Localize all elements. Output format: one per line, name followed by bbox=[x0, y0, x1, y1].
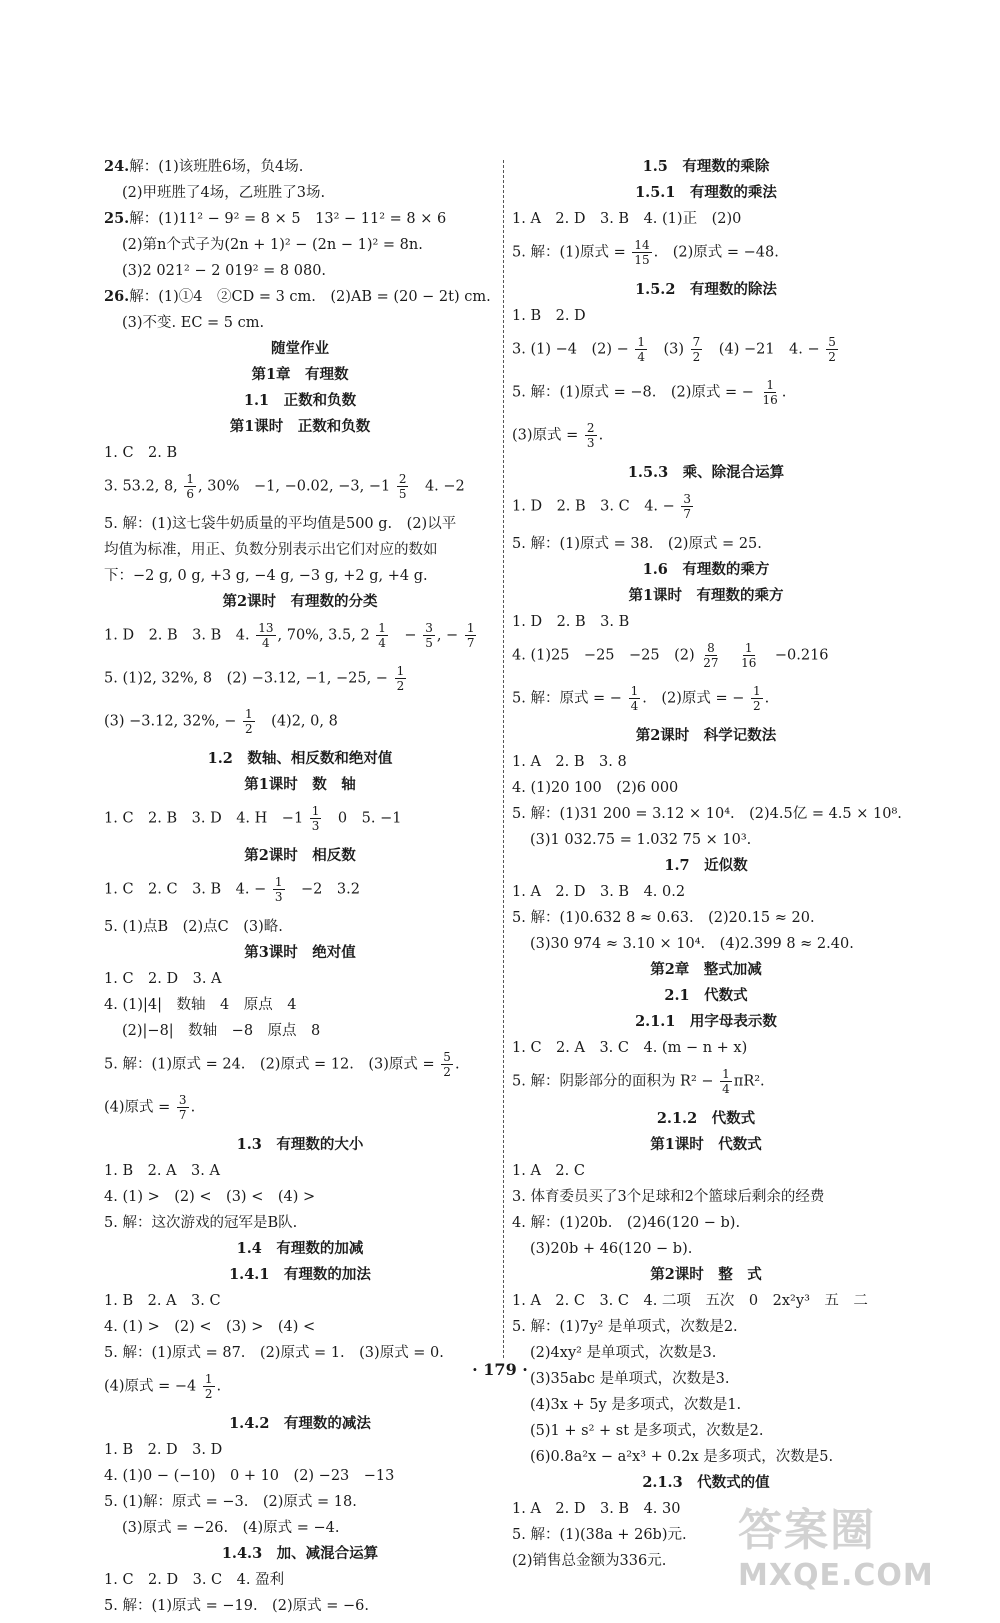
section-heading: 第1章 有理数 bbox=[251, 366, 349, 383]
fraction-numerator: 3 bbox=[178, 1093, 187, 1107]
answer-text bbox=[723, 648, 738, 664]
answer-line: 5. 解：(1)(38a + 26b)元. bbox=[512, 1527, 687, 1543]
fraction-denominator: 6 bbox=[186, 487, 195, 501]
answer-line bbox=[104, 210, 496, 228]
fraction bbox=[310, 804, 322, 833]
answer-line bbox=[104, 1050, 496, 1079]
answer-text: 3. 53.2, 8, bbox=[104, 478, 183, 495]
answer-line: (5)1 + s² + st 是多项式，次数是2. bbox=[530, 1423, 764, 1439]
answer-line: (3)1 032.75 = 1.032 75 × 10³. bbox=[530, 832, 752, 848]
answer-line: 1. B 2. D bbox=[512, 308, 586, 324]
answer-line: 5. 解：(1)这七袋牛奶质量的平均值是500 g. (2)以平 bbox=[104, 516, 457, 532]
answer-line bbox=[512, 335, 900, 364]
fraction bbox=[681, 492, 693, 521]
section-heading: 1.6 有理数的乘方 bbox=[642, 561, 770, 578]
answer-text: −0.216 bbox=[760, 647, 829, 664]
answer-line: 5. 解：这次游戏的冠军是B队. bbox=[104, 1215, 298, 1231]
fraction bbox=[397, 472, 409, 501]
answer-text: . bbox=[454, 1056, 460, 1073]
answer-text: −2 3.2 bbox=[286, 881, 360, 898]
fraction bbox=[629, 684, 641, 713]
fraction-denominator: 4 bbox=[637, 350, 646, 364]
answer-line: 下：−2 g, 0 g, +3 g, −4 g, −3 g, +2 g, +4 g. bbox=[104, 568, 428, 584]
fraction-denominator: 7 bbox=[466, 636, 475, 650]
section-heading: 第2课时 科学记数法 bbox=[635, 727, 777, 744]
section-heading: 随堂作业 bbox=[271, 340, 329, 357]
fraction-numerator: 1 bbox=[466, 621, 475, 635]
answer-text: 4. −2 bbox=[410, 478, 465, 495]
left-column bbox=[104, 158, 496, 1623]
answer-text: , 70%, 3.5, 2 bbox=[277, 627, 375, 644]
fraction-numerator: 5 bbox=[828, 335, 836, 349]
section-heading: 第2章 整式加减 bbox=[650, 961, 762, 978]
answer-line: 1. C 2. D 3. A bbox=[104, 971, 222, 987]
fraction-denominator: 2 bbox=[245, 722, 253, 736]
answer-line bbox=[512, 238, 900, 267]
answer-line: (3)原式 = −26. (4)原式 = −4. bbox=[122, 1520, 340, 1536]
answer-line: 1. A 2. D 3. B 4. (1)正 (2)0 bbox=[512, 211, 742, 227]
answer-line: 5. 解：(1)0.632 8 ≈ 0.63. (2)20.15 ≈ 20. bbox=[512, 910, 815, 926]
answer-text: 5. (1)2, 32%, 8 (2) −3.12, −1, −25, − bbox=[104, 670, 393, 687]
fraction-denominator: 2 bbox=[396, 679, 405, 693]
answer-line: (2)|−8| 数轴 −8 原点 8 bbox=[122, 1023, 321, 1039]
section-heading: 1.3 有理数的大小 bbox=[236, 1136, 364, 1153]
answer-line: (2)甲班胜了4场，乙班胜了3场. bbox=[122, 185, 326, 201]
answer-line: 5. 解：(1)原式 = 87. (2)原式 = 1. (3)原式 = 0. bbox=[104, 1345, 444, 1361]
answer-line bbox=[104, 621, 496, 650]
answer-text: . bbox=[216, 1378, 222, 1395]
fraction bbox=[441, 1050, 453, 1079]
fraction-numerator: 1 bbox=[186, 472, 195, 486]
answer-text: . bbox=[781, 384, 787, 401]
answer-line bbox=[104, 707, 496, 736]
answer-text: (3) −3.12, 32%, − bbox=[104, 713, 242, 730]
section-heading: 2.1 代数式 bbox=[664, 987, 748, 1004]
answer-line: 1. D 2. B 3. B bbox=[512, 614, 630, 630]
fraction bbox=[585, 421, 597, 450]
answer-text: . bbox=[598, 427, 604, 444]
answer-line: (3)2 021² − 2 019² = 8 080. bbox=[122, 263, 327, 279]
fraction bbox=[184, 472, 196, 501]
answer-text: − bbox=[389, 627, 422, 644]
fraction-numerator: 13 bbox=[258, 621, 274, 635]
answer-line: 4. (1)20 100 (2)6 000 bbox=[512, 780, 679, 796]
section-heading: 第2课时 有理数的分类 bbox=[222, 593, 378, 610]
fraction bbox=[632, 238, 651, 267]
fraction bbox=[826, 335, 838, 364]
answer-text: 解：(1)①4 ②CD = 3 cm. (2)AB = (20 − 2t) cm. bbox=[129, 289, 491, 305]
answer-line: (6)0.8a²x − a²x³ + 0.2x 是多项式，次数是5. bbox=[530, 1449, 834, 1465]
answer-text: 4. (1)25 −25 −25 (2) bbox=[512, 647, 700, 664]
fraction bbox=[701, 641, 720, 670]
answer-text: (4)原式 = −4 bbox=[104, 1378, 201, 1395]
question-number: 26. bbox=[104, 288, 130, 305]
answer-line bbox=[104, 472, 496, 501]
fraction-numerator: 1 bbox=[311, 804, 320, 818]
answer-line: 1. A 2. C 3. C 4. 二项 五次 0 2x²y³ 五 二 bbox=[512, 1293, 868, 1309]
fraction bbox=[243, 707, 255, 736]
section-heading: 第3课时 绝对值 bbox=[244, 944, 356, 961]
answer-line: 5. 解：(1)原式 = −19. (2)原式 = −6. bbox=[104, 1598, 369, 1614]
question-number: 24. bbox=[104, 158, 130, 175]
fraction-numerator: 8 bbox=[707, 641, 715, 655]
fraction-denominator: 2 bbox=[828, 350, 836, 364]
answer-line: 4. 解：(1)20b. (2)46(120 − b). bbox=[512, 1215, 741, 1231]
section-heading: 1.1 正数和负数 bbox=[243, 392, 357, 409]
section-heading: 1.5.3 乘、除混合运算 bbox=[627, 464, 785, 481]
answer-line bbox=[512, 378, 900, 407]
answer-line bbox=[104, 1093, 496, 1122]
fraction-denominator: 16 bbox=[741, 656, 757, 670]
fraction-denominator: 7 bbox=[683, 507, 692, 521]
section-heading: 1.7 近似数 bbox=[664, 857, 748, 874]
fraction-denominator: 2 bbox=[692, 350, 701, 364]
answer-line: (3)35abc 是单项式，次数是3. bbox=[530, 1371, 730, 1387]
answer-line: 4. (1)0 − (−10) 0 + 10 (2) −23 −13 bbox=[104, 1468, 395, 1484]
answer-text: 5. 解：(1)原式 = −8. (2)原式 = − bbox=[512, 384, 759, 401]
column-divider bbox=[503, 160, 504, 1358]
fraction-denominator: 3 bbox=[586, 436, 595, 450]
answer-line: 5. (1)解：原式 = −3. (2)原式 = 18. bbox=[104, 1494, 357, 1510]
fraction bbox=[635, 335, 647, 364]
answer-line: 1. B 2. D 3. D bbox=[104, 1442, 223, 1458]
fraction-numerator: 2 bbox=[586, 421, 595, 435]
fraction-numerator: 2 bbox=[398, 472, 407, 486]
fraction bbox=[273, 875, 285, 904]
fraction-numerator: 1 bbox=[396, 664, 405, 678]
section-heading: 第1课时 数 轴 bbox=[244, 776, 356, 793]
answer-line: 1. C 2. A 3. C 4. (m − n + x) bbox=[512, 1040, 748, 1056]
fraction bbox=[720, 1067, 732, 1096]
section-heading: 1.5.2 有理数的除法 bbox=[635, 281, 777, 298]
answer-text: (4) −21 4. − bbox=[704, 341, 825, 358]
fraction bbox=[376, 621, 388, 650]
answer-line: 1. C 2. D 3. C 4. 盈利 bbox=[104, 1572, 285, 1588]
fraction bbox=[751, 684, 763, 713]
fraction-denominator: 27 bbox=[703, 656, 719, 670]
fraction-denominator: 15 bbox=[634, 253, 650, 267]
answer-text: 1. C 2. B 3. D 4. H −1 bbox=[104, 810, 308, 827]
answer-line: 4. (1) > (2) < (3) < (4) > bbox=[104, 1189, 316, 1205]
section-heading: 1.4.3 加、减混合运算 bbox=[221, 1545, 379, 1562]
answer-line: 3. 体育委员买了3个足球和2个篮球后剩余的经费 bbox=[512, 1189, 825, 1205]
fraction-denominator: 4 bbox=[630, 699, 639, 713]
fraction-numerator: 1 bbox=[245, 707, 253, 721]
answer-line: (2)销售总金额为336元. bbox=[512, 1553, 667, 1569]
answer-line: (2)4xy² 是单项式，次数是3. bbox=[530, 1345, 717, 1361]
answer-text: 5. 解：阴影部分的面积为 R² − bbox=[512, 1073, 719, 1090]
answer-text: 5. 解：(1)原式 = bbox=[512, 244, 631, 261]
answer-line bbox=[512, 684, 900, 713]
fraction-numerator: 14 bbox=[634, 238, 650, 252]
fraction bbox=[423, 621, 435, 650]
fraction-denominator: 3 bbox=[311, 819, 320, 833]
section-heading: 1.4 有理数的加减 bbox=[236, 1240, 364, 1257]
answer-line: 5. 解：(1)原式 = 38. (2)原式 = 25. bbox=[512, 536, 762, 552]
answer-line: 5. 解：(1)31 200 = 3.12 × 10⁴. (2)4.5亿 = 4.5 × 10⁸. bbox=[512, 806, 902, 822]
answer-line: 1. B 2. A 3. A bbox=[104, 1163, 220, 1179]
answer-text: 3. (1) −4 (2) − bbox=[512, 341, 634, 358]
section-heading: 第2课时 相反数 bbox=[244, 847, 356, 864]
answer-line: 1. A 2. D 3. B 4. 30 bbox=[512, 1501, 681, 1517]
answer-line: 1. A 2. B 3. 8 bbox=[512, 754, 627, 770]
answer-text: (3) bbox=[649, 341, 689, 358]
answer-line bbox=[104, 664, 496, 693]
fraction-numerator: 1 bbox=[274, 875, 283, 889]
fraction-denominator: 2 bbox=[443, 1065, 451, 1079]
answer-text: 5. 解：(1)原式 = 24. (2)原式 = 12. (3)原式 = bbox=[104, 1056, 440, 1073]
section-heading: 1.2 数轴、相反数和绝对值 bbox=[207, 750, 393, 767]
answer-line: 4. (1)|4| 数轴 4 原点 4 bbox=[104, 997, 297, 1013]
fraction-denominator: 2 bbox=[753, 699, 761, 713]
answer-text: 1. D 2. B 3. B 4. bbox=[104, 627, 255, 644]
answer-text: . (2)原式 = − bbox=[642, 690, 749, 707]
answer-text: . bbox=[764, 690, 770, 707]
answer-text: πR². bbox=[733, 1073, 765, 1090]
section-heading: 2.1.1 用字母表示数 bbox=[635, 1013, 777, 1030]
answer-line: 5. 解：(1)7y² 是单项式，次数是2. bbox=[512, 1319, 738, 1335]
answer-line: (4)3x + 5y 是多项式，次数是1. bbox=[530, 1397, 742, 1413]
page-number: · 179 · bbox=[472, 1360, 528, 1379]
section-heading: 第1课时 有理数的乘方 bbox=[628, 587, 784, 604]
answer-text: 1. D 2. B 3. C 4. − bbox=[512, 498, 680, 515]
section-heading: 1.4.2 有理数的减法 bbox=[229, 1415, 371, 1432]
answer-line bbox=[104, 804, 496, 833]
answer-text: , 30% −1, −0.02, −3, −1 bbox=[198, 478, 395, 495]
answer-line bbox=[104, 875, 496, 904]
answer-line: 1. A 2. D 3. B 4. 0.2 bbox=[512, 884, 686, 900]
answer-line: 1. A 2. C bbox=[512, 1163, 585, 1179]
answer-text: 1. C 2. C 3. B 4. − bbox=[104, 881, 271, 898]
section-heading: 2.1.3 代数式的值 bbox=[642, 1474, 770, 1491]
fraction-numerator: 7 bbox=[692, 335, 701, 349]
fraction-numerator: 1 bbox=[630, 684, 639, 698]
answer-text: 5. 解：原式 = − bbox=[512, 690, 627, 707]
fraction bbox=[177, 1093, 189, 1122]
section-heading: 第2课时 整 式 bbox=[650, 1266, 762, 1283]
answer-line bbox=[512, 1067, 900, 1096]
answer-line: 1. C 2. B bbox=[104, 445, 178, 461]
fraction-denominator: 4 bbox=[378, 636, 386, 650]
fraction-denominator: 5 bbox=[425, 636, 433, 650]
answer-text: (4)原式 = bbox=[104, 1099, 175, 1116]
fraction-numerator: 1 bbox=[378, 621, 386, 635]
fraction-numerator: 1 bbox=[204, 1372, 213, 1386]
fraction bbox=[256, 621, 275, 650]
section-heading: 第1课时 代数式 bbox=[650, 1136, 762, 1153]
section-heading: 2.1.2 代数式 bbox=[656, 1110, 756, 1127]
fraction-numerator: 1 bbox=[637, 335, 646, 349]
fraction bbox=[395, 664, 407, 693]
fraction bbox=[465, 621, 477, 650]
answer-text: . (2)原式 = −48. bbox=[653, 244, 779, 261]
answer-line bbox=[512, 421, 900, 450]
fraction-denominator: 5 bbox=[398, 487, 407, 501]
fraction-numerator: 1 bbox=[722, 1067, 730, 1081]
answer-line: 5. (1)点B (2)点C (3)略. bbox=[104, 919, 283, 935]
answer-text: (3)原式 = bbox=[512, 427, 583, 444]
answer-line bbox=[104, 158, 496, 176]
answer-line: (3)30 974 ≈ 3.10 × 10⁴. (4)2.399 8 ≈ 2.40. bbox=[530, 936, 854, 952]
fraction-denominator: 3 bbox=[274, 890, 283, 904]
section-heading: 1.4.1 有理数的加法 bbox=[229, 1266, 371, 1283]
question-number: 25. bbox=[104, 210, 130, 227]
answer-line bbox=[512, 641, 900, 670]
fraction-numerator: 1 bbox=[744, 641, 753, 655]
answer-line: 1. B 2. A 3. C bbox=[104, 1293, 221, 1309]
answer-line: (3)20b + 46(120 − b). bbox=[530, 1241, 693, 1257]
answer-text: (4)2, 0, 8 bbox=[256, 713, 338, 730]
answer-line: (3)不变. EC = 5 cm. bbox=[122, 315, 265, 331]
section-heading: 1.5.1 有理数的乘法 bbox=[635, 184, 777, 201]
fraction-numerator: 1 bbox=[753, 684, 761, 698]
watermark-logo bbox=[738, 1494, 988, 1593]
watermark-site-text: MXQE.COM bbox=[738, 1558, 934, 1593]
fraction-denominator: 2 bbox=[204, 1387, 213, 1401]
answer-text: 解：(1)11² − 9² = 8 × 5 13² − 11² = 8 × 6 bbox=[129, 211, 447, 227]
fraction-denominator: 16 bbox=[762, 393, 778, 407]
section-heading: 第1课时 正数和负数 bbox=[229, 418, 371, 435]
watermark-logo-text: 答案圈 bbox=[738, 1505, 876, 1556]
answer-text: , − bbox=[436, 627, 463, 644]
answer-line: 均值为标准，用正、负数分别表示出它们对应的数如 bbox=[104, 542, 438, 558]
fraction bbox=[761, 378, 780, 407]
fraction bbox=[691, 335, 703, 364]
fraction-numerator: 3 bbox=[425, 621, 433, 635]
fraction bbox=[739, 641, 758, 670]
answer-line bbox=[104, 288, 496, 306]
fraction-numerator: 1 bbox=[766, 378, 774, 392]
answer-text: 0 5. −1 bbox=[323, 810, 402, 827]
answer-line: (2)第n个式子为(2n + 1)² − (2n − 1)² = 8n. bbox=[122, 237, 423, 253]
section-heading: 1.5 有理数的乘除 bbox=[642, 158, 770, 175]
answer-text: 解：(1)该班胜6场，负4场. bbox=[129, 159, 304, 175]
answer-text: . bbox=[190, 1099, 196, 1116]
fraction-numerator: 5 bbox=[443, 1050, 451, 1064]
answer-line: 4. (1) > (2) < (3) > (4) < bbox=[104, 1319, 316, 1335]
fraction-denominator: 7 bbox=[178, 1108, 187, 1122]
fraction-denominator: 4 bbox=[722, 1082, 730, 1096]
fraction-numerator: 3 bbox=[683, 492, 692, 506]
fraction-denominator: 4 bbox=[262, 636, 270, 650]
answer-line bbox=[512, 492, 900, 521]
